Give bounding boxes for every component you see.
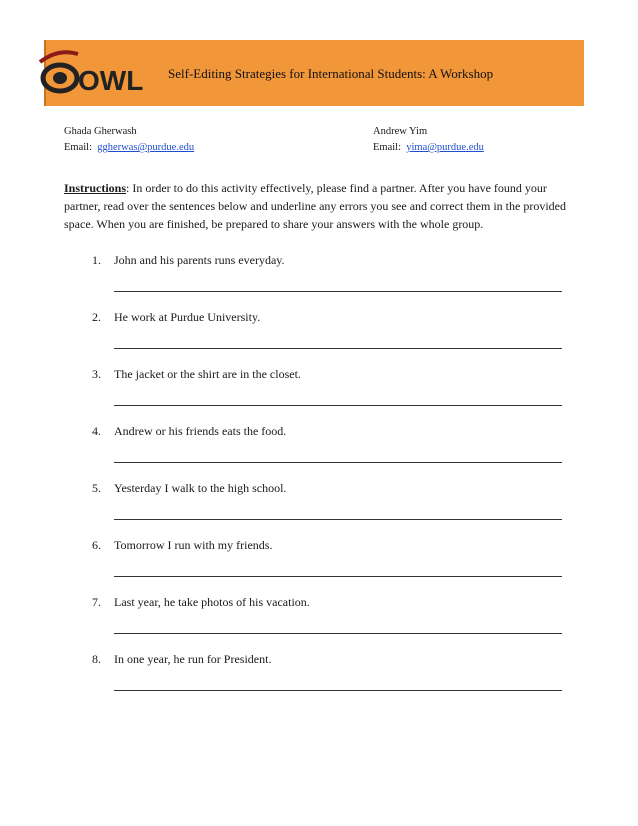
list-item [64,595,574,652]
instructions-text: : In order to do this activity effectively, please find a partner. After you have found your partner, read over the sentences below and underline any errors you see and correct them in the provided space. When you are finished, be prepared to share your answers with the whole group. [64,181,566,231]
item-number: 7. [92,595,101,609]
svg-text:OWL: OWL [78,65,144,96]
item-sentence: In one year, he run for President. [114,652,272,666]
item-number: 1. [92,253,101,267]
answer-line [114,519,562,520]
item-number: 6. [92,538,101,552]
instructions-label: Instructions [64,181,127,195]
item-number: 4. [92,424,101,438]
item-sentence: Yesterday I walk to the high school. [114,481,287,495]
item-number: 3. [92,367,101,381]
answer-line [114,348,562,349]
item-sentence: Tomorrow I run with my friends. [114,538,273,552]
item-sentence: Last year, he take photos of his vacation. [114,595,310,609]
item-sentence: Andrew or his friends eats the food. [114,424,287,438]
answer-line [114,690,562,691]
email-label: Email: [373,142,401,153]
list-item [64,253,574,310]
exercise-list [64,253,574,709]
author-name: Ghada Gherwash [64,126,137,137]
answer-line [114,462,562,463]
item-sentence: He work at Purdue University. [114,310,261,324]
item-sentence: John and his parents runs everyday. [114,253,285,267]
list-item [64,538,574,595]
answer-line [114,405,562,406]
list-item [64,367,574,424]
item-sentence: The jacket or the shirt are in the closet. [114,367,301,381]
email-link[interactable]: ggherwas@purdue.edu [97,142,195,153]
page-title: Self-Editing Strategies for International Students: A Workshop [168,66,494,81]
list-item [64,310,574,367]
list-item [64,652,574,709]
email-label: Email: [64,142,92,153]
owl-logo [38,46,148,100]
item-number: 8. [92,652,101,666]
answer-line [114,576,562,577]
author-contact-1 [64,124,194,156]
header-banner [44,40,584,106]
author-name: Andrew Yim [373,126,428,137]
list-item [64,481,574,538]
email-link[interactable]: yima@purdue.edu [406,142,484,153]
list-item [64,424,574,481]
item-number: 2. [92,310,101,324]
item-number: 5. [92,481,101,495]
answer-line [114,633,562,634]
author-contact-2 [373,124,484,156]
instructions-paragraph [64,179,574,233]
answer-line [114,291,562,292]
